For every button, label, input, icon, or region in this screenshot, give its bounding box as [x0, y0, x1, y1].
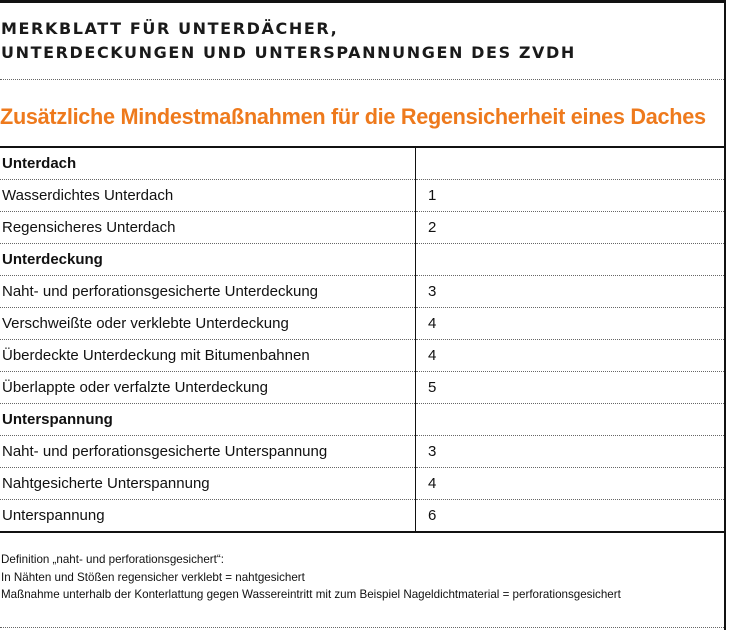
group-title: Unterdeckung — [0, 244, 416, 276]
definition-footnote — [1, 551, 723, 604]
row-value: 3 — [416, 276, 725, 308]
row-value: 2 — [416, 212, 725, 244]
table-row — [0, 212, 724, 244]
headline: Zusätzliche Mindestmaßnahmen für die Regensicherheit eines Daches — [0, 104, 706, 129]
row-label: Naht- und perforationsgesicherte Unterdeckung — [0, 276, 416, 308]
row-value: 3 — [416, 436, 725, 468]
group-value-cell — [416, 244, 725, 276]
table-row — [0, 436, 724, 468]
row-label: Überlappte oder verfalzte Unterdeckung — [0, 372, 416, 404]
table-group-row — [0, 147, 724, 180]
table-row — [0, 372, 724, 404]
row-label: Nahtgesicherte Unterspannung — [0, 468, 416, 500]
header-title-line-2: UNTERDECKUNGEN UND UNTERSPANNUNGEN DES ZVDH — [1, 43, 576, 62]
row-label: Verschweißte oder verklebte Unterdeckung — [0, 308, 416, 340]
table-row — [0, 180, 724, 212]
footnote-line-2: In Nähten und Stößen regensicher verklebt = nahtgesichert — [1, 570, 305, 584]
header-title-line-1: MERKBLATT FÜR UNTERDÄCHER, — [1, 19, 339, 38]
group-title: Unterspannung — [0, 404, 416, 436]
table-row — [0, 468, 724, 500]
table-row — [0, 340, 724, 372]
group-value-cell — [416, 404, 725, 436]
row-label: Unterspannung — [0, 500, 416, 533]
row-label: Überdeckte Unterdeckung mit Bitumenbahnen — [0, 340, 416, 372]
row-value: 6 — [416, 500, 725, 533]
group-title: Unterdach — [0, 147, 416, 180]
row-label: Wasserdichtes Unterdach — [0, 180, 416, 212]
row-label: Naht- und perforationsgesicherte Unterspannung — [0, 436, 416, 468]
table-group-row — [0, 244, 724, 276]
footnote-line-3: Maßnahme unterhalb der Konterlattung gegen Wassereintritt mit zum Beispiel Nageldichtmaterial = perforationsgesichert — [1, 588, 621, 601]
footnote-line-1: Definition „naht- und perforationsgesichert“: — [1, 553, 224, 566]
headline-section — [0, 79, 724, 143]
table-group-row — [0, 404, 724, 436]
table-row — [0, 500, 724, 533]
row-value: 4 — [416, 468, 725, 500]
row-value: 1 — [416, 180, 725, 212]
row-value: 4 — [416, 340, 725, 372]
document-header — [0, 3, 724, 65]
group-value-cell — [416, 147, 725, 180]
measures-table — [0, 146, 724, 533]
row-label: Regensicheres Unterdach — [0, 212, 416, 244]
row-value: 5 — [416, 372, 725, 404]
table-row — [0, 308, 724, 340]
row-value: 4 — [416, 308, 725, 340]
table-row — [0, 276, 724, 308]
bottom-divider — [0, 627, 724, 628]
